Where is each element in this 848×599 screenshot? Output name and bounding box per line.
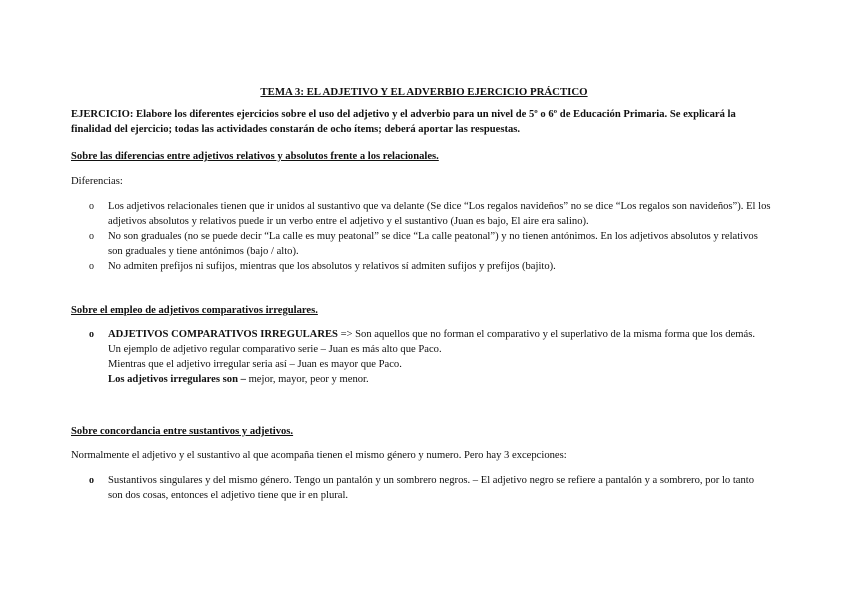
bullet-icon: o — [89, 329, 94, 340]
list-item — [71, 199, 771, 229]
bullet-icon: o — [89, 231, 94, 242]
bullet-icon: o — [89, 475, 94, 486]
list-item — [71, 327, 771, 342]
list-item — [71, 229, 771, 259]
section1-list — [71, 199, 771, 274]
list-item — [71, 473, 771, 503]
example-regular: Un ejemplo de adjetivo regular comparativo serie – Juan es más alto que Paco. — [108, 344, 442, 355]
list-item — [71, 259, 771, 274]
section3-heading: Sobre concordancia entre sustantivos y adjetivos. — [71, 426, 294, 437]
example-irregular: Mientras que el adjetivo irregular seria así – Juan es mayor que Paco. — [108, 359, 402, 370]
section2-heading: Sobre el empleo de adjetivos comparativos irregulares. — [71, 305, 318, 316]
section3-list — [71, 473, 771, 503]
list-item-text: Sustantivos singulares y del mismo género. Tengo un pantalón y un sombrero negros. – El adjetivo negro se refiere a pantalón y a sombrero, por lo tanto son dos cosas, entonces el adjetivo tiene que ir en plural. — [108, 475, 755, 501]
section1-heading: Sobre las diferencias entre adjetivos relativos y absolutos frente a los relacionales. — [71, 151, 439, 162]
comparative-definition: => Son aquellos que no forman el comparativo y el superlativo de la misma forma que los demás. — [337, 329, 755, 340]
comparative-label: ADJETIVOS COMPARATIVOS IRREGULARES — [108, 329, 338, 340]
exercise-statement: EJERCICIO: Elabore los diferentes ejercicios sobre el uso del adjetivo y el adverbio para un nivel de 5º o 6º de Educación Primaria. Se explicará la finalidad del ejercicio; todas las actividades constarán de ocho ítems; deberá aportar las respuestas. — [71, 109, 736, 135]
bullet-icon: o — [89, 201, 94, 212]
section3-intro: Normalmente el adjetivo y el sustantivo al que acompaña tienen el mismo género y numero. Pero hay 3 excepciones: — [71, 450, 567, 461]
irregular-list-label: Los adjetivos irregulares son – — [108, 374, 246, 385]
irregular-list-values: mejor, mayor, peor y menor. — [245, 374, 369, 385]
section2-list — [71, 327, 771, 387]
section1-intro: Diferencias: — [71, 176, 123, 187]
bullet-icon: o — [89, 261, 94, 272]
list-item-text: No admiten prefijos ni sufijos, mientras que los absolutos y relativos sí admiten sufijos y prefijos (bajito). — [108, 261, 556, 272]
irregular-list — [71, 372, 771, 387]
list-item-text: No son graduales (no se puede decir “La calle es muy peatonal” se dice “La calle peatonal”) y no tienen antónimos. En los adjetivos absolutos y relativos son graduales y tiene antónimos (bajo / alto). — [108, 231, 758, 257]
document-title: TEMA 3: EL ADJETIVO Y EL ADVERBIO EJERCICIO PRÁCTICO — [260, 86, 588, 98]
list-item-text: Los adjetivos relacionales tienen que ir unidos al sustantivo que va delante (Se dice “Los regalos navideños” no se dice “Los regalos son navideños”). El los adjetivos absolutos y relativos puede ir un verbo entre el adjetivo y el sustantivo (Juan es bajo, El aire era salino). — [108, 201, 771, 227]
